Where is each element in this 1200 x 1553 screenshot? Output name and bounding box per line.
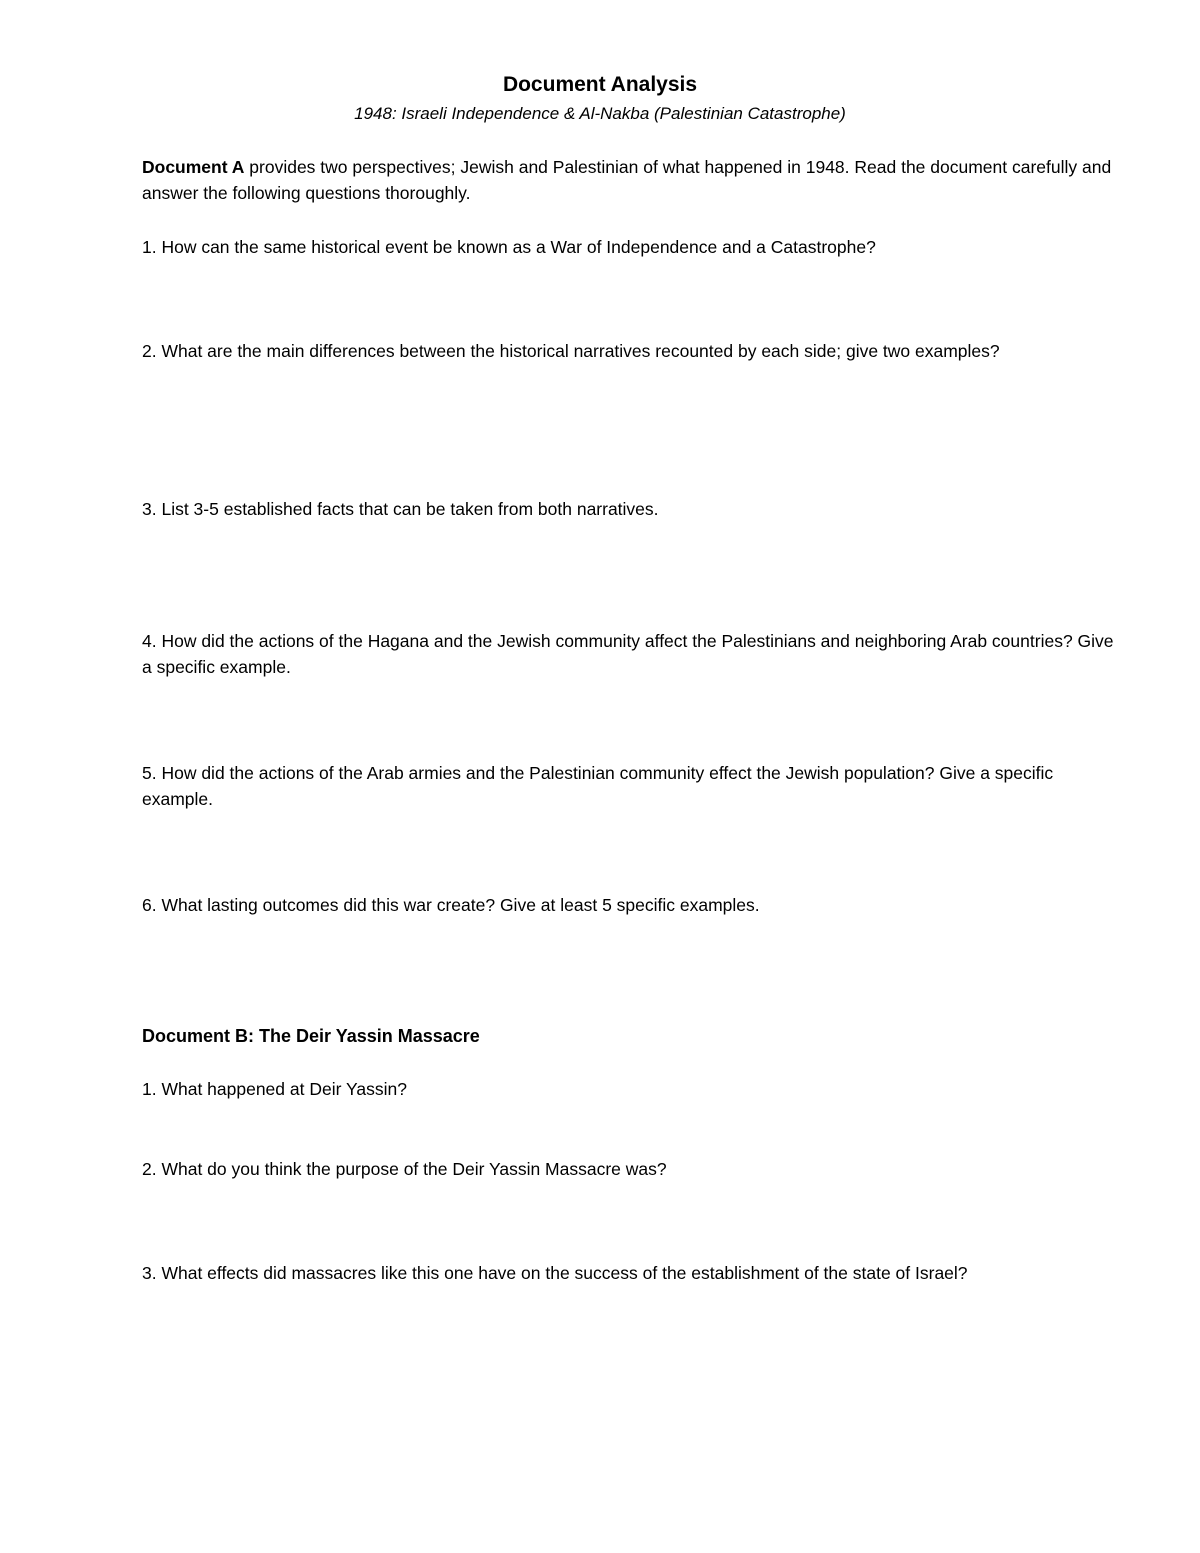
document-a-intro xyxy=(142,154,1117,206)
document-a-question-2: 2. What are the main differences between the historical narratives recounted by each side; give two examples? xyxy=(142,341,1000,361)
document-a-intro-text: provides two perspectives; Jewish and Palestinian of what happened in 1948. Read the document carefully and answer the following questions thoroughly. xyxy=(142,157,1112,203)
document-b-question-2: 2. What do you think the purpose of the Deir Yassin Massacre was? xyxy=(142,1159,667,1179)
document-a-question-1: 1. How can the same historical event be known as a War of Independence and a Catastrophe? xyxy=(142,237,876,257)
document-b-heading: Document B: The Deir Yassin Massacre xyxy=(142,1026,480,1046)
document-a-question-5: 5. How did the actions of the Arab armies and the Palestinian community effect the Jewish population? Give a specific example. xyxy=(142,763,1054,809)
document-a-label: Document A xyxy=(142,157,245,177)
document-a-question-3: 3. List 3-5 established facts that can be taken from both narratives. xyxy=(142,499,659,519)
document-a-question-4: 4. How did the actions of the Hagana and the Jewish community affect the Palestinians and neighboring Arab countries? Give a specific example. xyxy=(142,631,1114,677)
page-title: Document Analysis xyxy=(502,73,698,96)
page-subtitle: 1948: Israeli Independence & Al-Nakba (Palestinian Catastrophe) xyxy=(354,104,846,123)
document-b-question-1: 1. What happened at Deir Yassin? xyxy=(142,1079,407,1099)
document-b-question-3: 3. What effects did massacres like this one have on the success of the establishment of the state of Israel? xyxy=(142,1263,968,1283)
document-a-question-6: 6. What lasting outcomes did this war create? Give at least 5 specific examples. xyxy=(142,895,760,915)
